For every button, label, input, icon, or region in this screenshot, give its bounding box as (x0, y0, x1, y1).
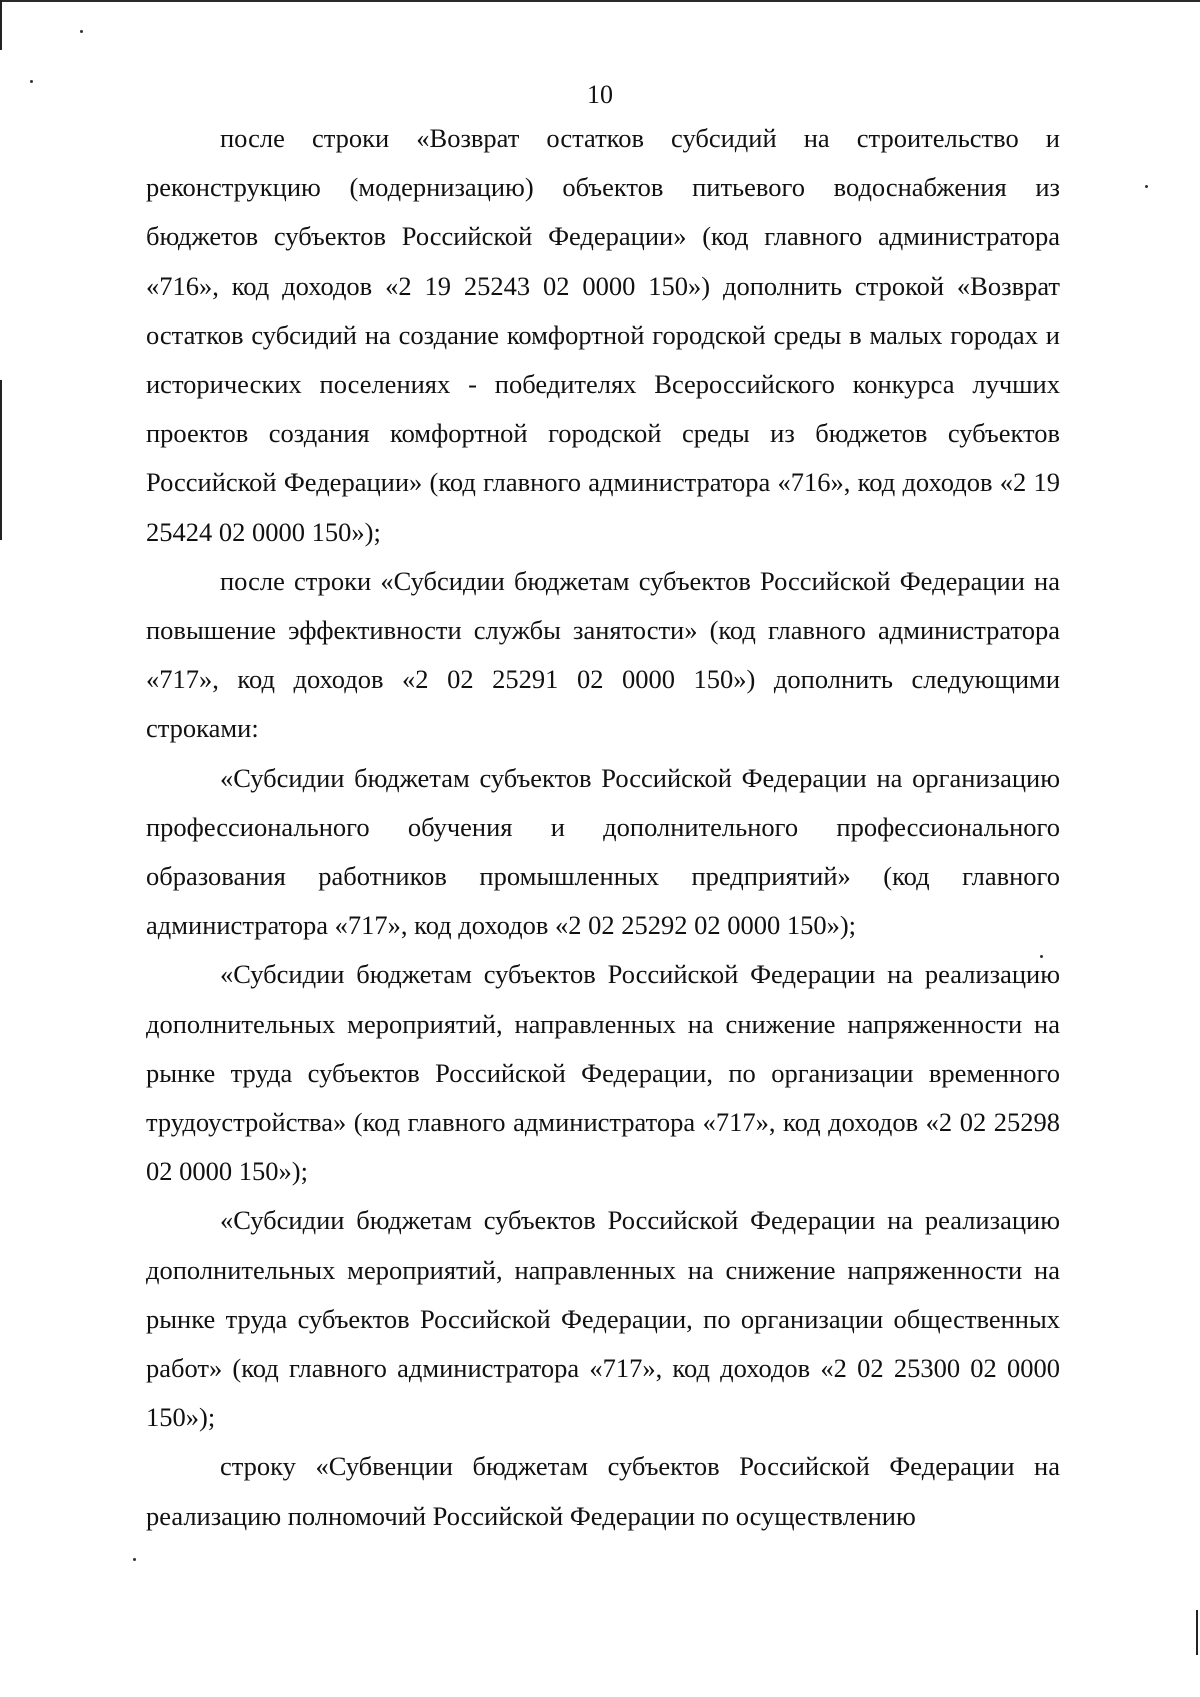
scan-left-edge-mark (0, 0, 2, 50)
paragraph: после строки «Возврат остатков субсидий на строительство и реконструкцию (модернизацию) объектов питьевого водоснабжения из бюджетов субъектов Российской Федерации» (код главного администратора «716», код доходов «2 19 25243 02 0000 150») дополнить строкой «Возврат остатков субсидий на создание комфортной городской среды в малых городах и исторических поселениях - победителях Всероссийского конкурса лучших проектов создания комфортной городской среды из бюджетов субъектов Российской Федерации» (код главного администратора «716», код доходов «2 19 25424 02 0000 150»); (146, 123, 1060, 547)
scan-speck (80, 30, 83, 33)
scan-left-edge-mark (0, 380, 2, 540)
scan-speck (1145, 185, 1148, 188)
paragraph: «Субсидии бюджетам субъектов Российской Федерации на реализацию дополнительных мероприятий, направленных на снижение напряженности на рынке труда субъектов Российской Федерации, по организации общественных работ» (код главного администратора «717», код доходов «2 02 25300 02 0000 150»); (146, 1205, 1060, 1433)
document-body (146, 114, 1060, 1541)
page-number: 10 (587, 80, 613, 109)
paragraph: после строки «Субсидии бюджетам субъектов Российской Федерации на повышение эффективности службы занятости» (код главного администратора «717», код доходов «2 02 25291 02 0000 150») дополнить следующими строками: (146, 565, 1060, 744)
paragraph: строку «Субвенции бюджетам субъектов Российской Федерации на реализацию полномочий Российской Федерации по осуществлению (146, 1451, 1060, 1531)
scan-speck (133, 1558, 136, 1561)
paragraph: «Субсидии бюджетам субъектов Российской Федерации на организацию профессионального обучения и дополнительного профессионального образования работников промышленных предприятий» (код главного администратора «717», код доходов «2 02 25292 02 0000 150»); (146, 762, 1060, 941)
paragraph: «Субсидии бюджетам субъектов Российской Федерации на реализацию дополнительных мероприятий, направленных на снижение напряженности на рынке труда субъектов Российской Федерации, по организации временного трудоустройства» (код главного администратора «717», код доходов «2 02 25298 02 0000 150»); (146, 959, 1060, 1187)
scan-right-edge-mark (1196, 1610, 1198, 1655)
scan-top-edge (0, 0, 1200, 2)
